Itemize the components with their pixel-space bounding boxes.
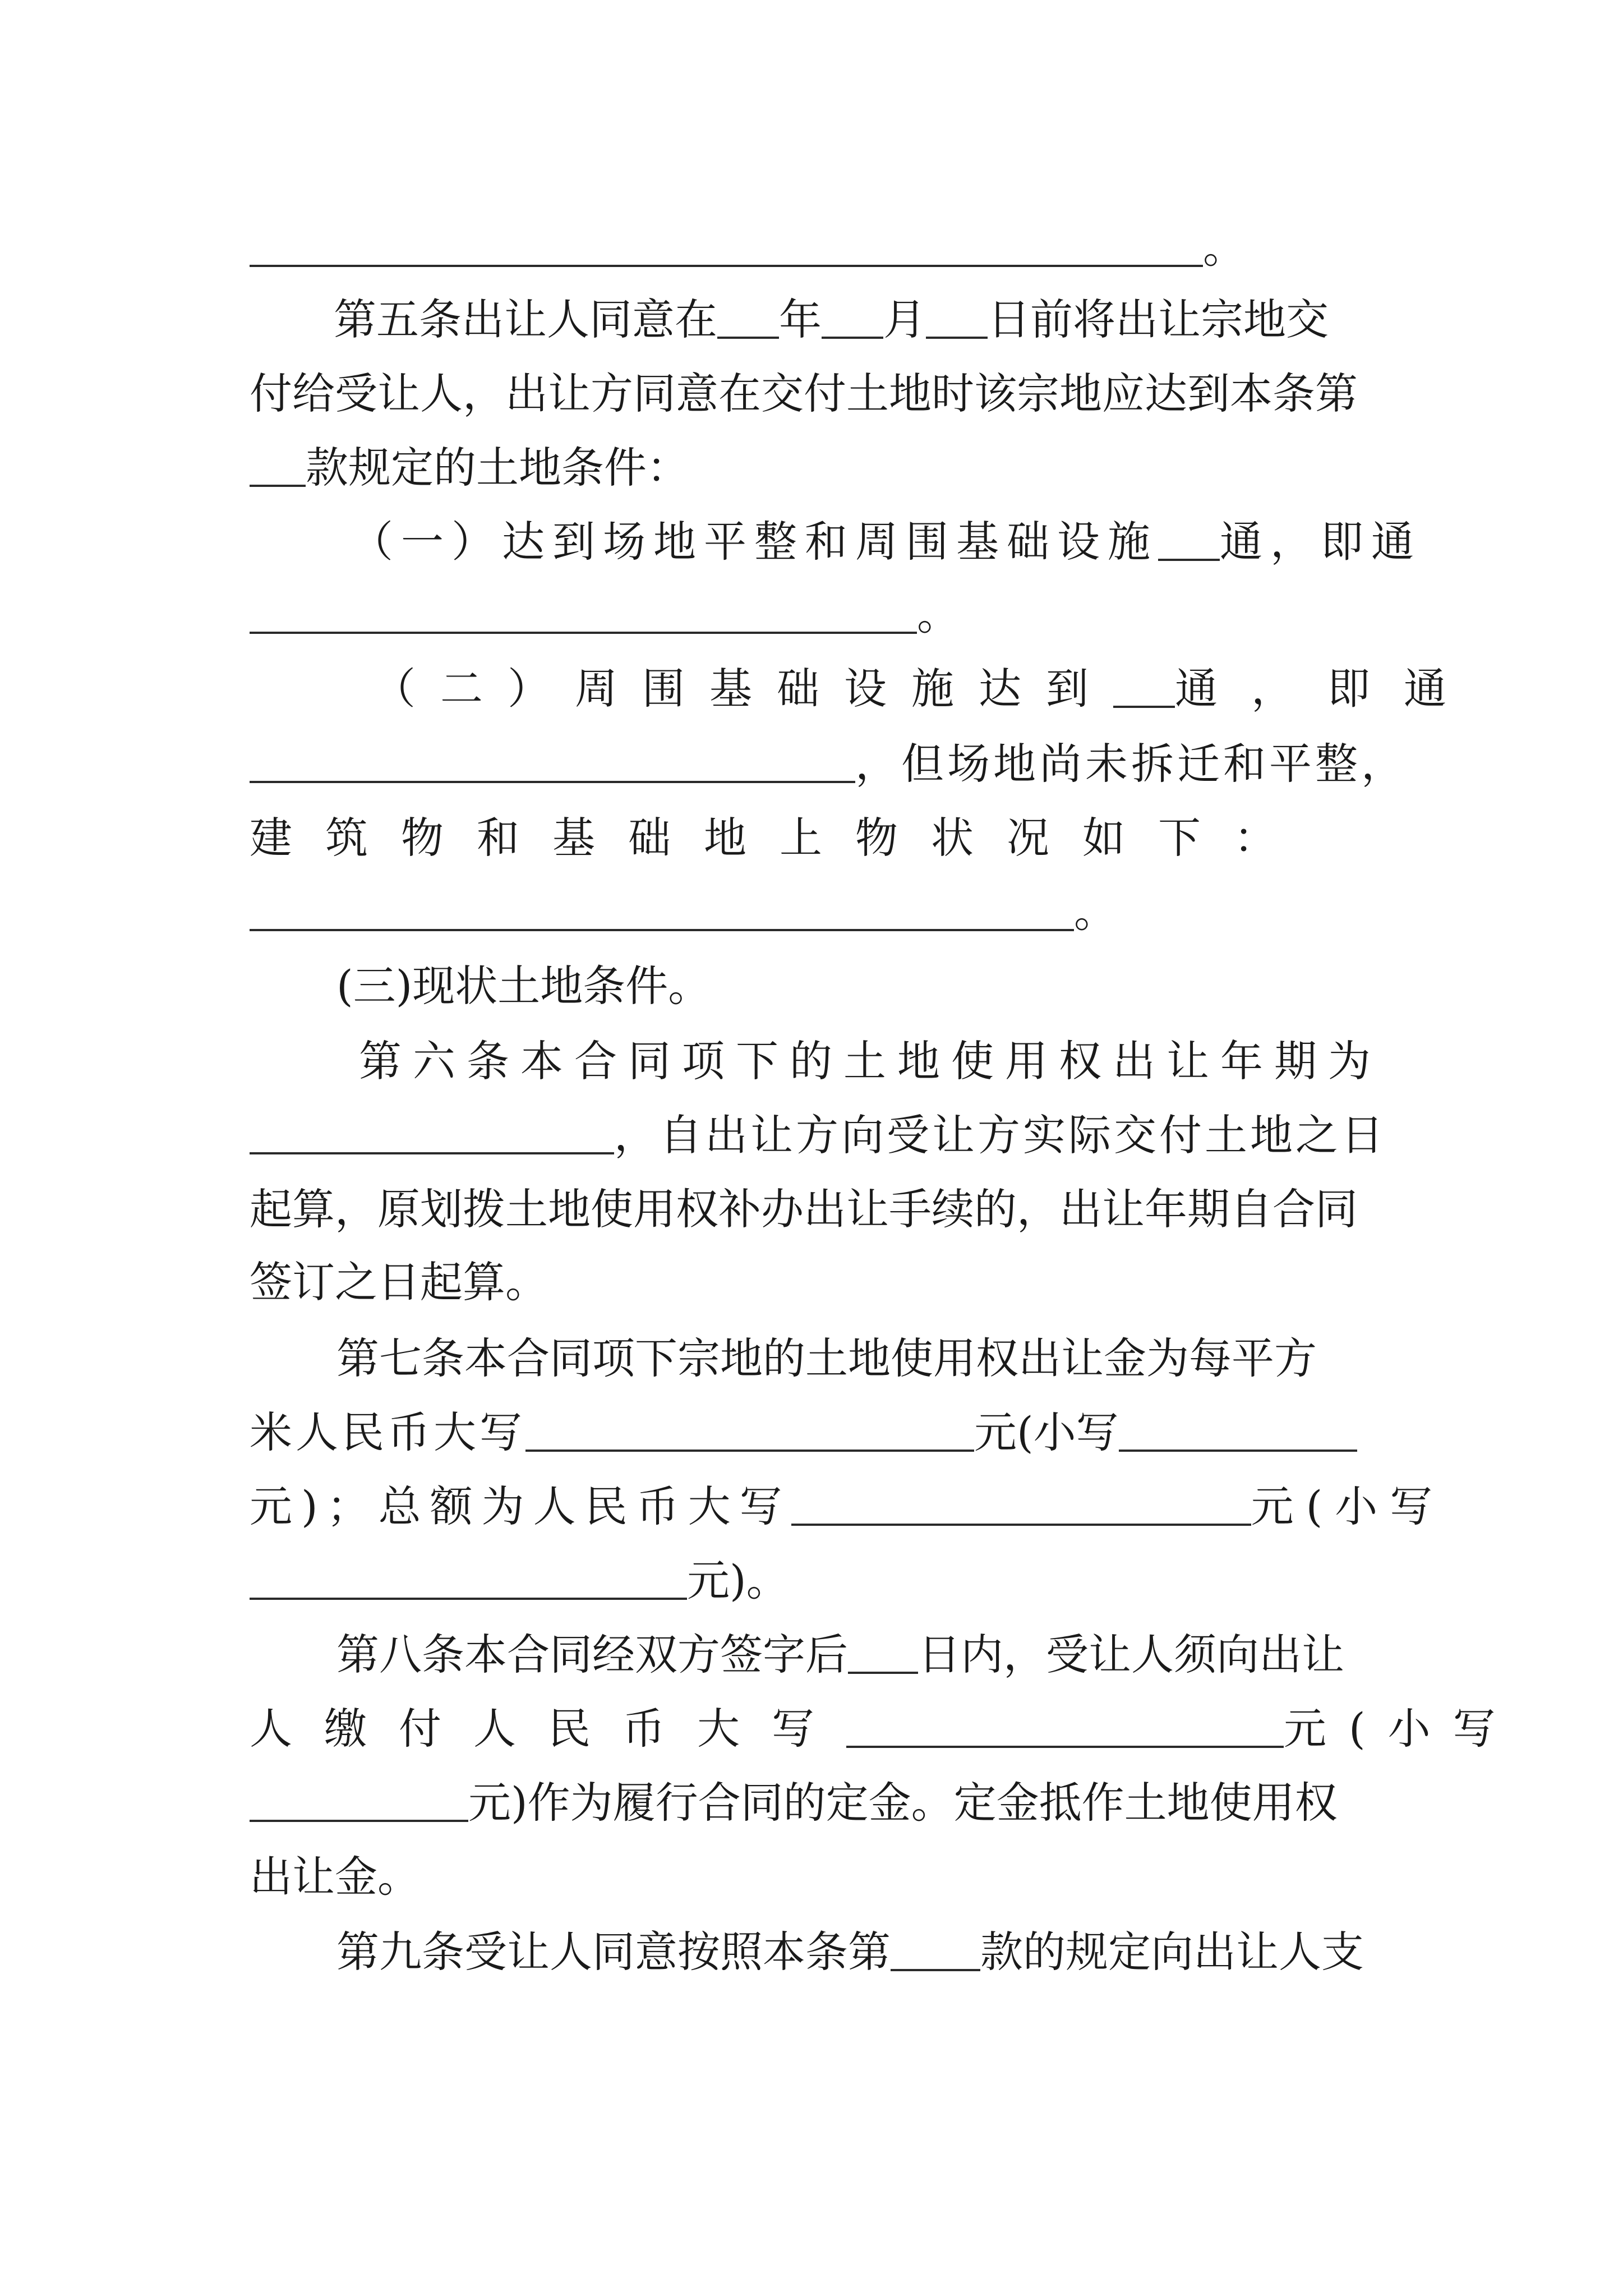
days-blank — [848, 1629, 918, 1674]
article-7-line-4: 元)。 — [250, 1542, 1391, 1620]
article-5-item-2-line-2: ，但场地尚未拆迁和平整， — [250, 725, 1391, 803]
total-words-blank — [791, 1481, 1251, 1526]
article-6-line-1: 第六条本合同项下的土地使用权出让年期为 — [359, 1036, 1382, 1086]
year-blank — [717, 294, 779, 339]
article-8-line-1: 第八条本合同经双方签字后 日内，受让人须向出让 — [336, 1630, 1344, 1680]
clause-4-continuation: 。 — [250, 209, 1391, 287]
article-9-line-1: 第九条受让人同意按照本条第 款的规定向出让人支 — [336, 1927, 1364, 1977]
article-5-item-2: （二）周围基础设施达到 通，即通 — [373, 664, 1480, 714]
unit-price-figures-blank — [1119, 1407, 1357, 1452]
clause-number-blank — [891, 1926, 980, 1971]
article-8-line-4: 出让金。 — [250, 1852, 420, 1902]
blank-field — [250, 886, 1074, 931]
term-blank — [250, 1110, 614, 1154]
article-5-line-3: 款规定的土地条件： — [250, 429, 1391, 507]
article-6-line-4: 签订之日起算。 — [250, 1257, 548, 1307]
day-blank — [926, 294, 988, 339]
blank-field — [250, 222, 1203, 267]
article-5-line-1: 第五条出让人同意在 年 月 日前将出让宗地交 — [334, 295, 1329, 344]
blank-field — [250, 589, 917, 634]
article-5-item-1-continuation: 。 — [250, 576, 1391, 654]
infrastructure-count-blank — [1113, 663, 1175, 708]
article-5-item-1: （一）达到场地平整和周围基础设施 通，即通 — [351, 517, 1422, 567]
clause-number-blank — [250, 442, 306, 487]
article-5-item-2-line-3: 建筑物和基础地上物状况如下： — [250, 813, 1310, 863]
article-7-line-1: 第七条本合同项下宗地的土地使用权出让金为每平方 — [336, 1333, 1317, 1383]
article-5-item-2-line-4: 。 — [250, 873, 1391, 951]
article-7-line-3: 元)；总额为人民币大写 元(小写 — [250, 1481, 1445, 1531]
article-7-line-2: 米人民币大写 元(小写 — [250, 1393, 1391, 1472]
month-blank — [822, 294, 883, 339]
article-8-line-3: 元)作为履行合同的定金。定金抵作土地使用权 — [250, 1764, 1391, 1842]
infrastructure-count-blank — [1158, 516, 1220, 561]
article-6-line-2: ，自出让方向受让方实际交付土地之日 — [250, 1096, 1391, 1175]
article-5-line-2: 付给受让人，出让方同意在交付土地时该宗地应达到本条第 — [250, 369, 1358, 418]
deposit-figures-blank — [250, 1777, 468, 1822]
unit-price-words-blank — [525, 1407, 974, 1452]
deposit-words-blank — [846, 1703, 1284, 1748]
article-6-line-3: 起算，原划拨土地使用权补办出让手续的，出让年期自合同 — [250, 1184, 1358, 1234]
article-5-item-3: (三)现状土地条件。 — [336, 961, 711, 1011]
total-figures-blank — [250, 1555, 687, 1600]
blank-field — [250, 738, 855, 783]
article-8-line-2: 人缴付人民币大写 元(小写 — [250, 1704, 1518, 1754]
